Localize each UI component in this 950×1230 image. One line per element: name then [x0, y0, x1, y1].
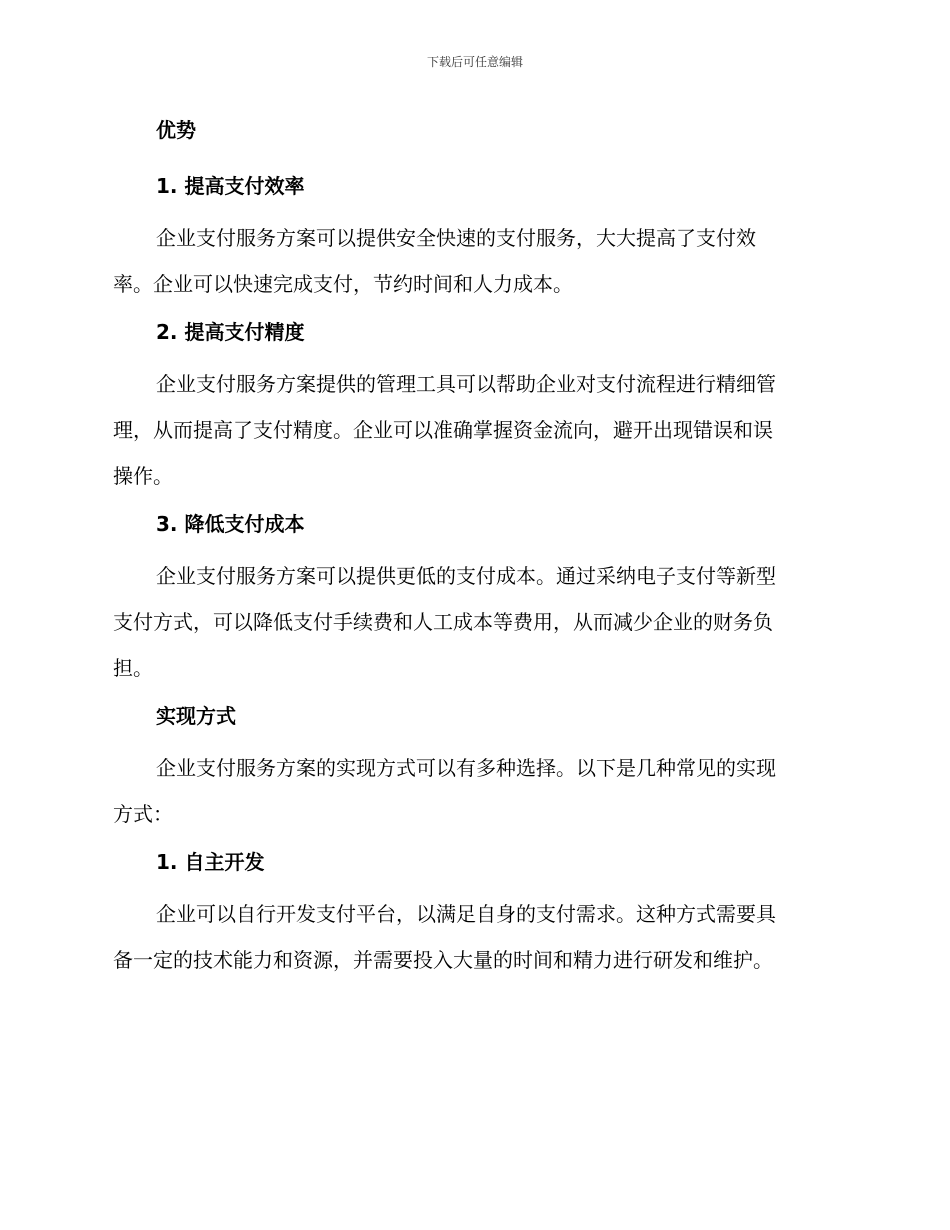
section-title-implementation: 实现方式 [156, 704, 236, 728]
paragraph-precision [113, 361, 833, 499]
paragraph-line: 企业支付服务方案提供的管理工具可以帮助企业对支付流程进行精细管 [156, 372, 776, 396]
paragraph-line: 率。企业可以快速完成支付，节约时间和人力成本。 [113, 272, 573, 296]
paragraph-line: 方式： [113, 802, 173, 826]
paragraph-line: 企业支付服务方案的实现方式可以有多种选择。以下是几种常见的实现 [156, 756, 776, 780]
paragraph-line: 企业支付服务方案可以提供更低的支付成本。通过采纳电子支付等新型 [156, 564, 776, 588]
subsection-title-cost: 3. 降低支付成本 [156, 512, 305, 536]
paragraph-implementation [113, 745, 833, 837]
paragraph-line: 支付方式，可以降低支付手续费和人工成本等费用，从而减少企业的财务负 [113, 610, 773, 634]
paragraph-line: 企业可以自行开发支付平台，以满足自身的支付需求。这种方式需要具 [156, 902, 776, 926]
document-body [113, 113, 833, 983]
subsection-title-efficiency: 1. 提高支付效率 [156, 174, 305, 198]
paragraph-line: 操作。 [113, 464, 173, 488]
paragraph-line: 备一定的技术能力和资源，并需要投入大量的时间和精力进行研发和维护。 [113, 948, 773, 972]
section-title-advantages: 优势 [156, 118, 196, 142]
subsection-title-precision: 2. 提高支付精度 [156, 320, 305, 344]
header-note: 下载后可任意编辑 [426, 55, 523, 69]
paragraph-line: 企业支付服务方案可以提供安全快速的支付服务，大大提高了支付效 [156, 226, 756, 250]
paragraph-self-development [113, 891, 833, 983]
paragraph-line: 担。 [113, 656, 153, 680]
paragraph-cost [113, 553, 833, 691]
paragraph-efficiency [113, 215, 833, 307]
subsection-title-self-development: 1. 自主开发 [156, 850, 265, 874]
paragraph-line: 理，从而提高了支付精度。企业可以准确掌握资金流向，避开出现错误和误 [113, 418, 773, 442]
